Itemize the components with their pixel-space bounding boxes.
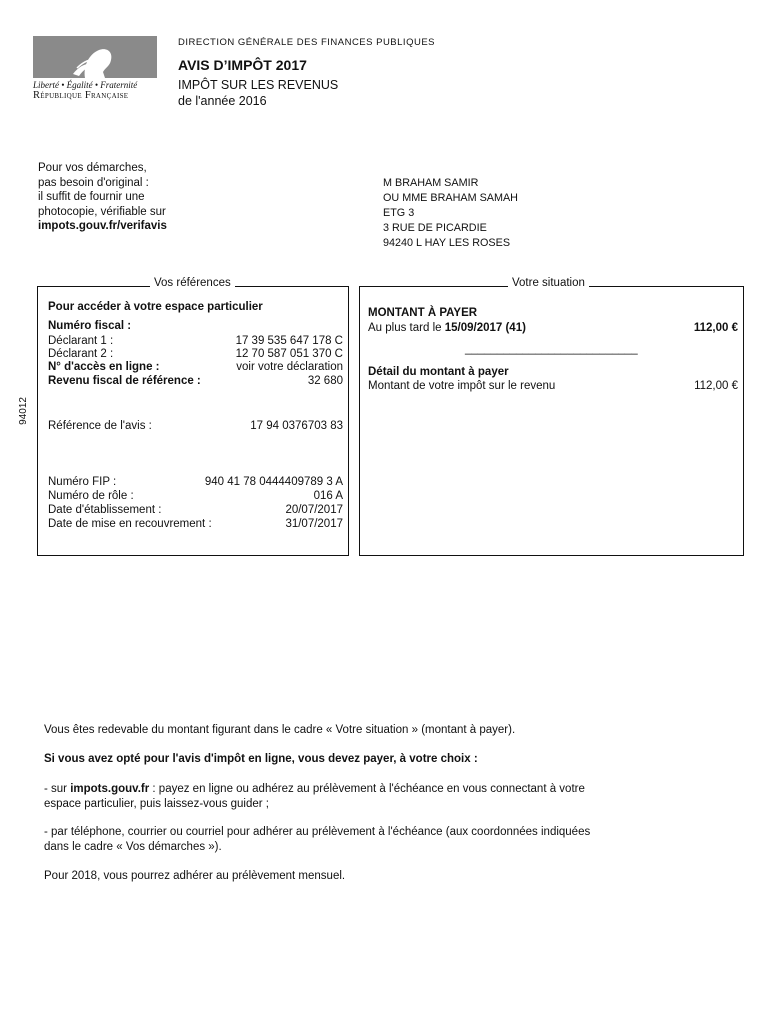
declarant1-value: 17 39 535 647 178 C <box>235 335 343 347</box>
info-p3-rest: : payez en ligne ou adhérez au prélèvement à l'échéance en vous connectant à votre <box>149 783 585 795</box>
rfr-value: 32 680 <box>307 375 343 387</box>
fip-label: Numéro FIP : <box>48 476 117 488</box>
etab-label: Date d'établissement : <box>48 504 162 516</box>
info-p3-line1 <box>44 782 704 797</box>
numero-fiscal-label: Numéro fiscal : <box>48 320 132 332</box>
note-line: Pour vos démarches, <box>38 162 147 174</box>
motto-text: Liberté • Égalité • Fraternité <box>33 80 138 90</box>
declarant2-row <box>48 348 343 362</box>
acces-label: N° d'accès en ligne : <box>48 361 160 373</box>
references-legend: Vos références <box>150 277 235 289</box>
ref-avis-value: 17 94 0376703 83 <box>250 420 343 432</box>
deadline-prefix: Au plus tard le <box>368 322 445 334</box>
ref-avis-label: Référence de l'avis : <box>48 420 152 432</box>
note-line: photocopie, vérifiable sur <box>38 205 166 218</box>
deadline-date: 15/09/2017 (41) <box>444 322 526 334</box>
deadline-text <box>368 322 526 334</box>
info-paragraph-3 <box>44 782 704 812</box>
address-line: OU MME BRAHAM SAMAH <box>383 192 518 204</box>
address-line: 94240 L HAY LES ROSES <box>383 237 511 249</box>
acces-value: voir votre déclaration <box>236 361 343 373</box>
situation-legend: Votre situation <box>508 277 589 289</box>
marianne-icon <box>33 36 157 78</box>
deadline-row <box>368 322 738 336</box>
etab-row <box>48 504 343 518</box>
country-name: République Française <box>33 90 129 101</box>
declarant2-label: Déclarant 2 : <box>48 348 114 360</box>
fip-value: 940 41 78 0444409789 3 A <box>204 476 343 488</box>
rfr-label: Revenu fiscal de référence : <box>48 375 201 387</box>
role-label: Numéro de rôle : <box>48 490 134 502</box>
detail-label: Montant de votre impôt sur le revenu <box>368 380 556 392</box>
info-paragraph-5: Pour 2018, vous pourrez adhérer au prélèvement mensuel. <box>44 870 346 882</box>
declarant1-label: Déclarant 1 : <box>48 335 114 347</box>
montant-title: MONTANT À PAYER <box>368 307 478 319</box>
divider-line: ___________________________ <box>465 343 638 355</box>
document-year: de l'année 2016 <box>178 94 267 108</box>
impots-link[interactable]: impots.gouv.fr <box>70 783 150 795</box>
page-title: AVIS D’IMPÔT 2017 <box>178 57 307 73</box>
info-paragraph-2: Si vous avez opté pour l'avis d'impôt en ligne, vous devez payer, à votre choix : <box>44 753 478 765</box>
declarant2-value: 12 70 587 051 370 C <box>235 348 343 360</box>
montant-value: 112,00 € <box>693 322 738 334</box>
rfr-row <box>48 375 343 389</box>
declarant1-row <box>48 335 343 349</box>
fip-row <box>48 476 343 490</box>
role-row <box>48 490 343 504</box>
info-p3-prefix: - sur <box>44 783 71 795</box>
situation-box <box>359 277 744 556</box>
info-p3-line2: espace particulier, puis laissez-vous guider ; <box>44 798 270 810</box>
references-box <box>37 277 349 556</box>
address-line: 3 RUE DE PICARDIE <box>383 222 487 234</box>
ref-avis-row <box>48 420 343 434</box>
direction-label: DIRECTION GÉNÉRALE DES FINANCES PUBLIQUES <box>178 37 435 48</box>
document-subtitle: IMPÔT SUR LES REVENUS <box>178 78 339 92</box>
verifavis-link[interactable]: impots.gouv.fr/verifavis <box>38 220 167 232</box>
info-p4-line1: - par téléphone, courrier ou courriel pour adhérer au prélèvement à l'échéance (aux coordonnées indiquées <box>44 826 591 838</box>
detail-title: Détail du montant à payer <box>368 366 509 378</box>
side-code: 94012 <box>18 397 29 425</box>
note-line: il suffit de fournir une <box>38 191 145 203</box>
role-value: 016 A <box>313 490 343 502</box>
info-paragraph-4 <box>44 825 704 855</box>
acces-row <box>48 361 343 375</box>
recouv-row <box>48 518 343 532</box>
detail-value: 112,00 € <box>694 380 738 392</box>
recouv-value: 31/07/2017 <box>285 518 343 530</box>
note-line: pas besoin d'original : <box>38 176 149 189</box>
detail-row <box>368 380 738 394</box>
espace-heading: Pour accéder à votre espace particulier <box>48 301 263 313</box>
info-paragraph-1: Vous êtes redevable du montant figurant dans le cadre « Votre situation » (montant à payer). <box>44 724 516 736</box>
demarches-note <box>38 161 167 234</box>
recipient-address <box>383 176 518 251</box>
info-p4-line2: dans le cadre « Vos démarches »). <box>44 841 222 853</box>
address-line: ETG 3 <box>383 207 415 219</box>
marianne-emblem <box>33 36 157 78</box>
address-line: M BRAHAM SAMIR <box>383 177 479 189</box>
etab-value: 20/07/2017 <box>285 504 343 516</box>
recouv-label: Date de mise en recouvrement : <box>48 518 212 530</box>
republique-francaise-logo <box>33 36 159 110</box>
